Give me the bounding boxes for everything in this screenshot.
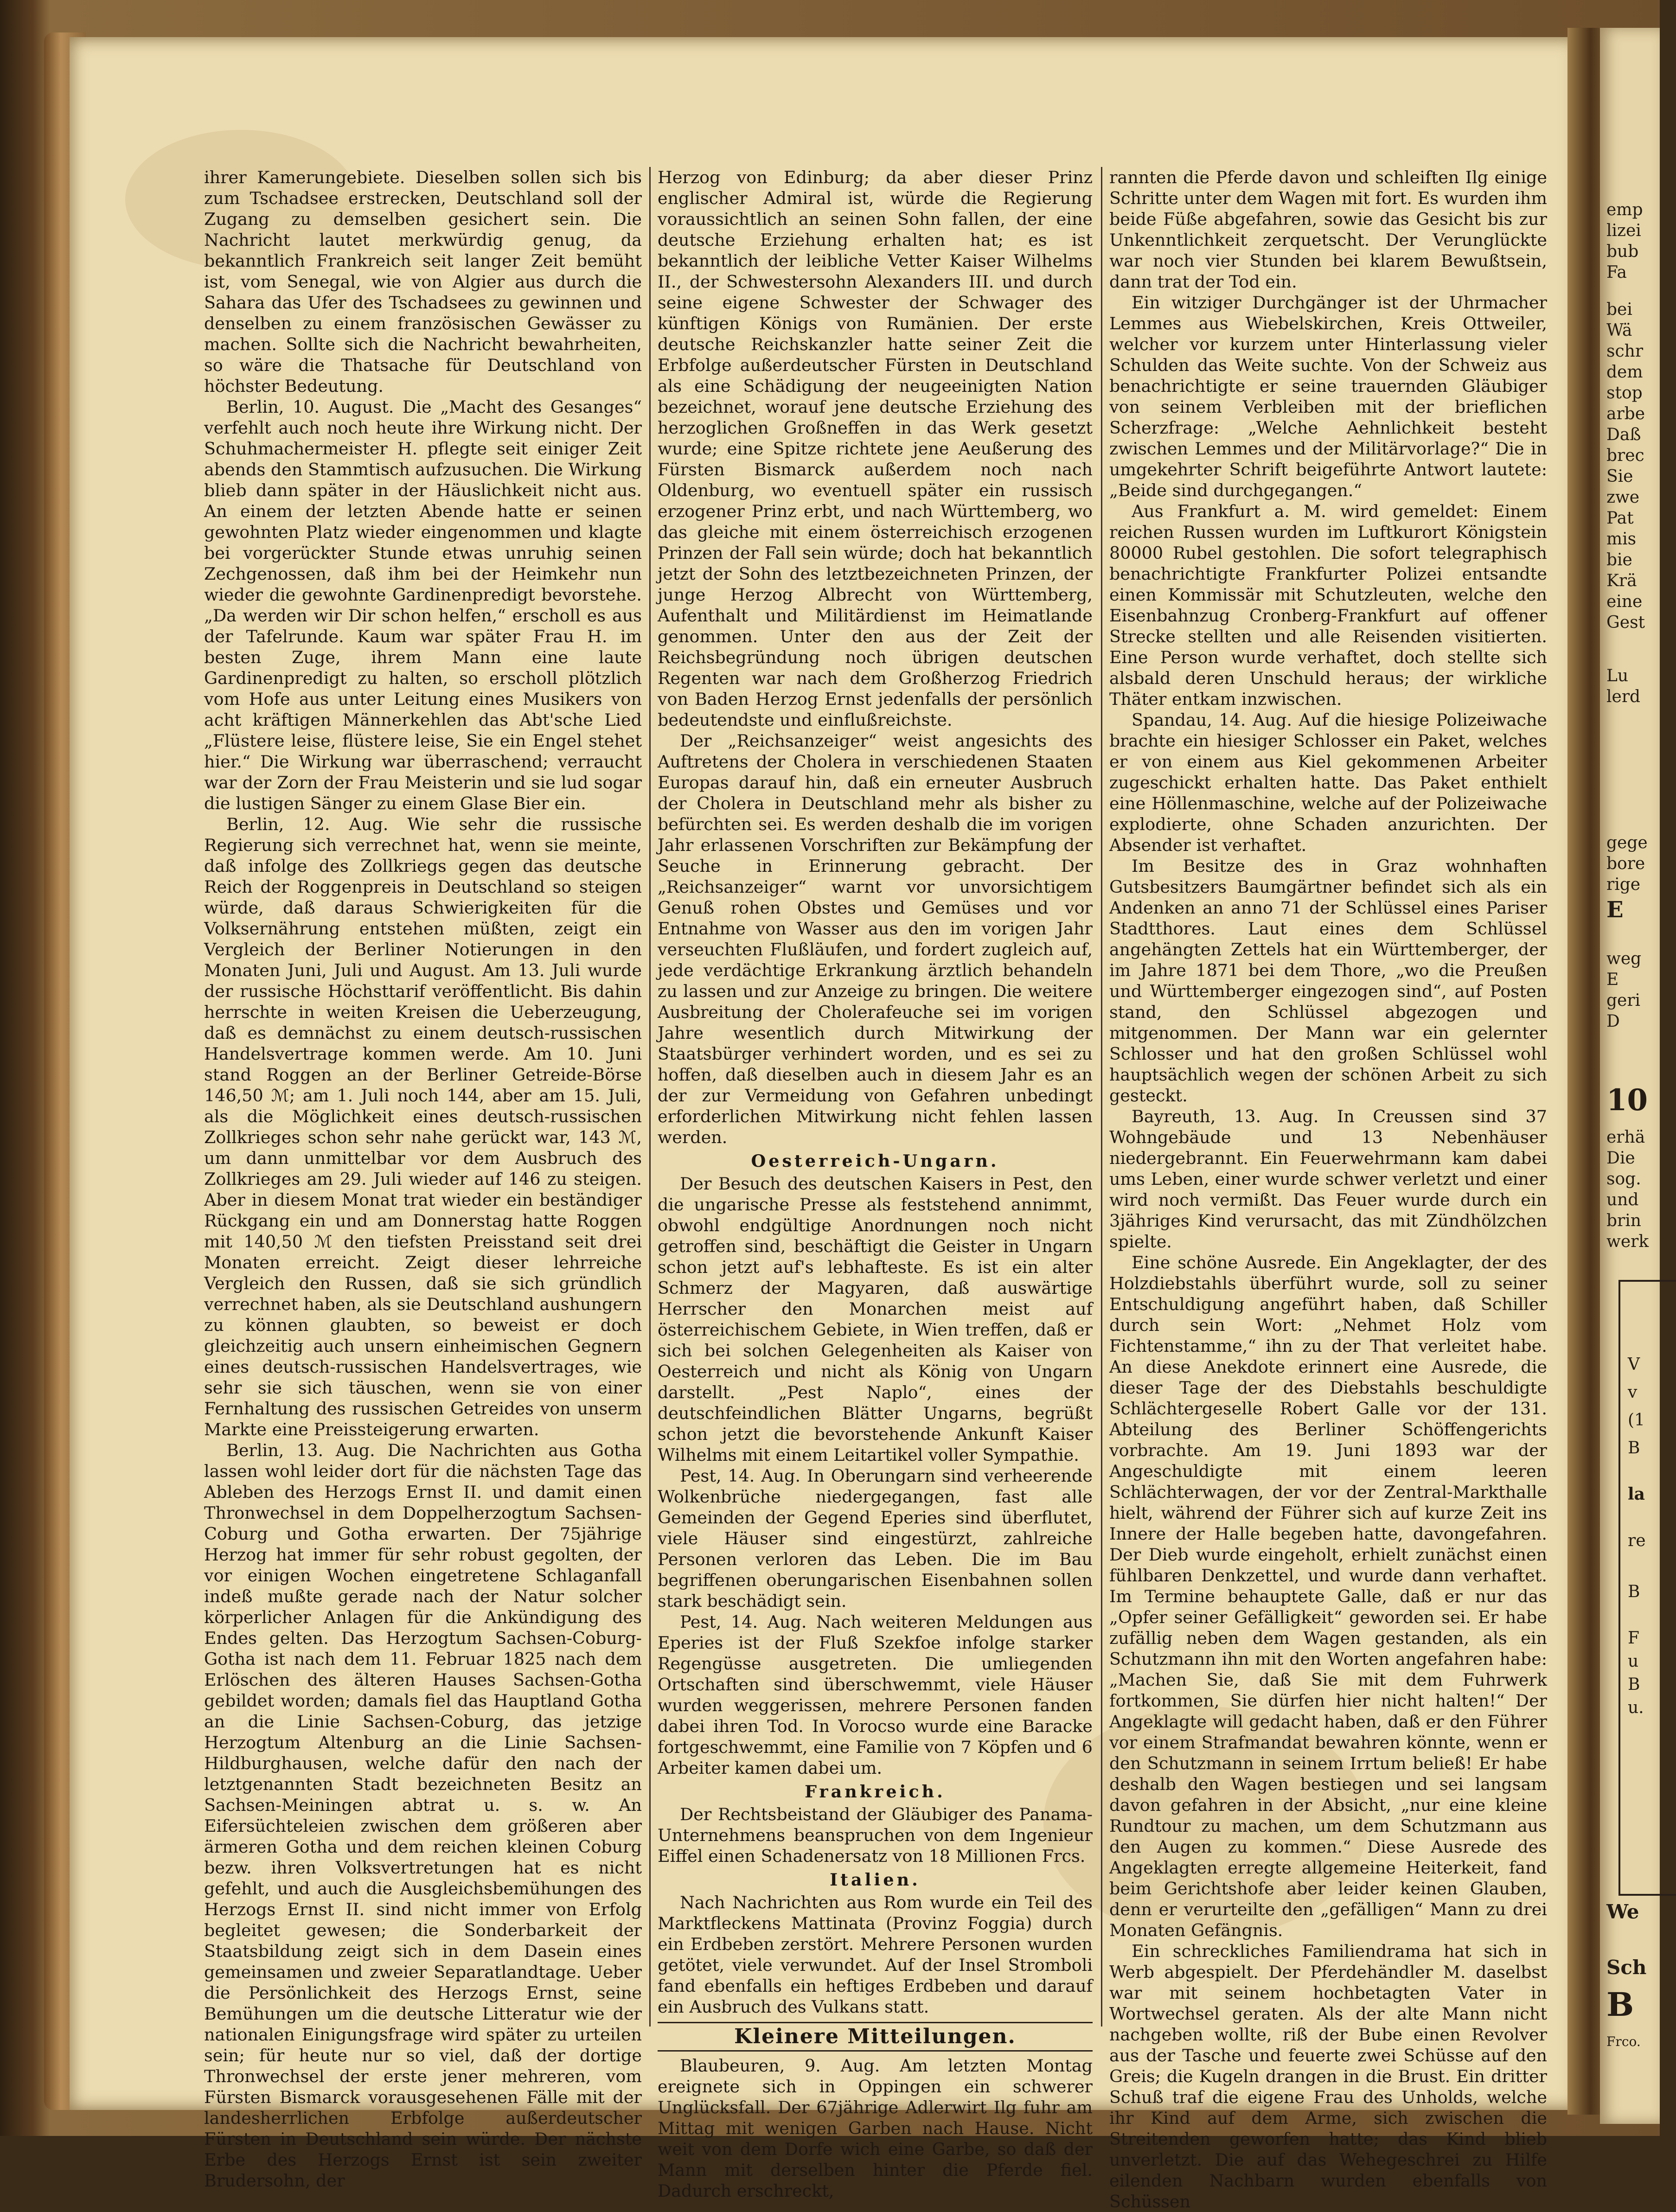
facing-text: re: [1628, 1531, 1646, 1550]
facing-text: V: [1628, 1355, 1640, 1374]
facing-text: Sie: [1606, 467, 1633, 486]
facing-text: brec: [1606, 446, 1644, 465]
facing-text: Sch: [1606, 1956, 1647, 1979]
facing-text: Frco.: [1606, 2034, 1641, 2049]
facing-text: Fa: [1606, 263, 1627, 282]
facing-text: u.: [1628, 1698, 1644, 1717]
facing-text: E: [1606, 897, 1624, 923]
facing-text: bub: [1606, 242, 1639, 261]
article-paragraph: Berlin, 13. Aug. Die Nachrichten aus Gotha lassen wohl leider dort für die nächsten Tage das Ableben des Herzogs Ernst II. und damit einen Thronwechsel in dem Doppelherzogtum Sachsen-Coburg und Gotha erwarten. Der 75jährige Herzog hat immer für sehr robust gegolten, der vor einigen Wochen eingetretene Schlaganfall indeß mußte gerade nach der Natur solcher körperlicher Anlagen für die Ankündigung des Endes gelten. Das Herzogtum Sachsen-Coburg-Gotha ist nach dem 11. Februar 1825 nach dem Erlöschen des älteren Hauses Sachsen-Gotha gebildet worden; damals fiel das Hauptland Gotha an die Linie Sachsen-Coburg, das jetzige Herzogtum Altenburg an die Linie Sachsen-Hildburghausen, welche dafür den nach der letztgenannten Stadt bezeichneten Besitz an Sachsen-Meiningen abtrat u. s. w. An Eifersüchteleien zwischen dem größeren aber ärmeren Gotha und dem reichen kleinen Coburg bezw. ihren Volksvertretungen hat es nicht gefehlt, und auch die Ausgleichsbemühungen des Herzogs Ernst II. sind nicht immer von Erfolg begleitet gewesen; die Sonderbarkeit der Staatsbildung zeigt sich in dem Dasein eines gemeinsamen und zweier Separatlandtage. Ueber die Persönlichkeit des Herzogs Ernst, seine Bemühungen um die deutsche Litteratur wie der nationalen Einigungsfrage wird später zu urteilen sein; für heute nur so viel, daß der dortige Thronwechsel der erste jener mehreren, vom Fürsten Bismarck vorausgesehenen Fälle mit der landesherrlichen Erbfolge außerdeutscher Fürsten in Deutschland sein würde. Der nächste Erbe des Herzogs Ernst ist sein zweiter Brudersohn, der: [204, 1440, 642, 2191]
facing-text: Pat: [1606, 509, 1634, 528]
facing-text: stop: [1606, 384, 1643, 403]
facing-text: dem: [1606, 363, 1643, 382]
facing-text: eine: [1606, 592, 1643, 611]
facing-ad-box: [1618, 1280, 1676, 1896]
column-2: [658, 167, 1093, 2201]
facing-text: lizei: [1606, 221, 1641, 240]
column-1: [204, 167, 642, 2191]
facing-text: F: [1628, 1629, 1639, 1648]
facing-text: geri: [1606, 991, 1641, 1010]
facing-text: Wä: [1606, 321, 1632, 340]
facing-text: erhä: [1606, 1128, 1645, 1147]
facing-text: la: [1628, 1484, 1645, 1504]
facing-text: gege: [1606, 833, 1648, 852]
article-paragraph: Pest, 14. Aug. In Oberungarn sind verheerende Wolkenbrüche niedergegangen, fast alle Gemeinden der Gegend Eperies sind überflutet, viele Häuser sind eingestürzt, zahlreiche Personen verloren das Leben. Die im Bau begriffenen oberungarischen Eisenbahnen sollen stark beschädigt sein.: [658, 1466, 1093, 1611]
section-heading-italy: Italien.: [830, 1870, 921, 1890]
facing-text: bore: [1606, 854, 1645, 873]
facing-text: zwe: [1606, 488, 1640, 507]
box-heading: Kleinere Mitteilungen.: [658, 2022, 1093, 2052]
facing-text: sog.: [1606, 1170, 1641, 1189]
section-heading-austria: Oesterreich-Ungarn.: [751, 1151, 999, 1171]
article-paragraph: Der Besuch des deutschen Kaisers in Pest, den die ungarische Presse als feststehend annimmt, obwohl endgültige Anordnungen noch nicht getroffen sind, beschäftigt die Geister in Ungarn schon jetzt auf's lebhafteste. Es ist ein alter Schmerz der Magyaren, daß auswärtige Herrscher den Monarchen meist auf österreichischem Gebiete, in Wien treffen, daß er sich bei solchen Gelegenheiten als Kaiser von Oesterreich und nicht als König von Ungarn darstellt. „Pest Naplo“, eines der deutschfeindlichen Blätter Ungarns, begrüßt schon jetzt die bevorstehende Ankunft Kaiser Wilhelms mit einem Leitartikel voller Sympathie.: [658, 1174, 1093, 1465]
facing-text: weg: [1606, 949, 1642, 968]
facing-text: arbe: [1606, 404, 1645, 423]
facing-text: D: [1606, 1012, 1620, 1031]
article-paragraph: Blaubeuren, 9. Aug. Am letzten Montag ereignete sich in Oppingen ein schwerer Unglücksfall. Der 67jährige Adlerwirt Ilg fuhr am Mittag mit wenigen Garben nach Hause. Nicht weit von dem Dorfe wich eine Garbe, so daß der Mann mit derselben hinter die Pferde fiel. Dadurch erschreckt,: [658, 2056, 1093, 2201]
article-paragraph: Ein schreckliches Familiendrama hat sich in Werb abgespielt. Der Pferdehändler M. daselbst war mit seinem hochbetagten Vater in Wortwechsel geraten. Als der alte Mann nicht nachgeben wollte, riß der Bube einen Revolver aus der Tasche und feuerte zwei Schüsse auf den Greis; die Kugeln drangen in die Brust. Ein dritter Schuß traf die eigene Frau des Unholds, welche ihr Kind auf dem Arme, sich zwischen die Streitenden geworfen hatte; das Kind blieb unverletzt. Die auf das Wehegeschrei zu Hilfe eilenden Nachbarn wurden ebenfalls von Schüssen: [1109, 1941, 1547, 2212]
article-paragraph: Spandau, 14. Aug. Auf die hiesige Polizeiwache brachte ein hiesiger Schlosser ein Paket, welches er von einem aus Kiel gekommenen Arbeiter zugeschickt erhalten hatte. Das Paket enthielt eine Höllenmaschine, welche auf der Polizeiwache explodierte, ohne Schaden anzurichten. Der Absender ist verhaftet.: [1109, 710, 1547, 855]
facing-text: und: [1606, 1190, 1639, 1209]
column-rule: [1101, 167, 1102, 2027]
facing-text: emp: [1606, 200, 1643, 219]
article-paragraph: Berlin, 12. Aug. Wie sehr die russische Regierung sich verrechnet hat, wenn sie meinte, daß infolge des Zollkriegs gegen das deutsche Reich der Roggenpreis in Deutschland so steigen würde, daß daraus Schwierigkeiten für die Volksernährung entstehen müßten, zeigt ein Vergleich der Berliner Notierungen in den Monaten Juni, Juli und August. Am 13. Juli wurde der russische Höchsttarif veröffentlicht. Bis dahin herrschte in weiten Kreisen die Ueberzeugung, daß es demnächst zu einem deutsch-russischen Handelsvertrage kommen werde. Am 10. Juni stand Roggen an der Berliner Getreide-Börse 146,50 ℳ; am 1. Juli noch 144, aber am 15. Juli, als die Möglichkeit eines deutsch-russischen Zollkrieges schon sehr nahe gerückt war, 143 ℳ, um dann unmittelbar vor dem Ausbruch des Zollkrieges am 29. Juli wieder auf 146 zu steigen. Aber in diesem Monat trat wieder ein beständiger Rückgang ein und am Donnerstag hatte Roggen mit 140,50 ℳ den tiefsten Preisstand seit drei Monaten erreicht. Zeigt dieser lehrreiche Vergleich den Russen, daß sie sich gründlich verrechnet haben, als sie Deutschland aushungern zu können glaubten, so beweist er doch gleichzeitig auch unsern einheimischen Gegnern eines deutsch-russischen Handelsvertrages, wie sehr sie sich täuschen, wenn sie von einer Fernhaltung des russischen Getreides von unserm Markte eine Preissteigerung erwarten.: [204, 814, 642, 1439]
facing-text: bei: [1606, 300, 1632, 319]
facing-text: We: [1606, 1900, 1639, 1923]
column-3: [1109, 167, 1547, 2212]
facing-text: Daß: [1606, 425, 1641, 444]
facing-text: B: [1628, 1675, 1640, 1694]
column-rule: [649, 167, 651, 2027]
facing-text: Krä: [1606, 571, 1637, 590]
article-paragraph: ihrer Kamerungebiete. Dieselben sollen sich bis zum Tschadsee erstrecken, Deutschland soll der Zugang zu demselben gesichert sein. Die Nachricht lautet merkwürdig genug, da bekanntlich Frankreich seit langer Zeit bemüht ist, vom Senegal, wie von Algier aus durch die Sahara das Ufer des Tschadsees zu gewinnen und denselben zu einem französischen Gewässer zu machen. Sollte sich die Nachricht bewahrheiten, so wäre die Thatsache für Deutschland von höchster Bedeutung.: [204, 167, 642, 396]
facing-text: rige: [1606, 875, 1641, 894]
facing-text: lerd: [1606, 687, 1641, 706]
facing-text: Lu: [1606, 666, 1629, 685]
facing-page: [1600, 28, 1660, 2124]
facing-text: E: [1606, 970, 1619, 989]
facing-text: Gest: [1606, 613, 1645, 632]
facing-text: u: [1628, 1652, 1639, 1671]
article-paragraph: Der Rechtsbeistand der Gläubiger des Panama-Unternehmens beanspruchen von dem Ingenieur Eiffel einen Schadenersatz von 18 Millionen Frcs.: [658, 1804, 1093, 1866]
article-paragraph: Nach Nachrichten aus Rom wurde ein Teil des Marktfleckens Mattinata (Provinz Foggia) durch ein Erdbeben zerstört. Mehrere Personen wurden getötet, viele verwundet. Auf der Insel Stromboli fand ebenfalls ein heftiges Erdbeben und darauf ein Ausbruch des Vulkans statt.: [658, 1892, 1093, 2017]
facing-text: B: [1606, 1985, 1634, 2024]
facing-text: B: [1628, 1582, 1640, 1601]
facing-text: brin: [1606, 1211, 1641, 1230]
facing-text: schr: [1606, 342, 1644, 361]
article-paragraph: Im Besitze des in Graz wohnhaften Gutsbesitzers Baumgärtner befindet sich als ein Andenken an anno 71 der Schlüssel eines Pariser Stadtthores. Laut eines dem Schlüssel angehängten Zettels hat ein Württemberger, der im Jahre 1871 bei dem Thore, „wo die Preußen und Württemberger eingezogen sind“, auf Posten stand, den Schlüssel abgezogen und mitgenommen. Der Mann war ein gelernter Schlosser und hat den großen Schlüssel wohl hauptsächlich wegen der schönen Arbeit zu sich gesteckt.: [1109, 856, 1547, 1106]
article-paragraph: Der „Reichsanzeiger“ weist angesichts des Auftretens der Cholera in verschiedenen Staaten Europas darauf hin, daß ein erneuter Ausbruch der Cholera in Deutschland mehr als bisher zu befürchten sei. Es werden deshalb die im vorigen Jahr erlassenen Vorschriften zur Bekämpfung der Seuche in Erinnerung gebracht. Der „Reichsanzeiger“ warnt vor unvorsichtigem Genuß rohen Obstes und Gemüses und vor Entnahme von Wasser aus den im vorigen Jahr verseuchten Flußläufen, und fordert zugleich auf, jede verdächtige Erkrankung ärztlich behandeln zu lassen und zur Anzeige zu bringen. Die weitere Ausbreitung der Cholerafeuche sei im vorigen Jahre wesentlich durch Mitwirkung der Staatsbürger verhindert worden, und es sei zu hoffen, daß dieselben auch in diesem Jahr es an der zur Vermeidung von Gefahren unbedingt erforderlichen Mitwirkung nicht fehlen lassen werden.: [658, 731, 1093, 1147]
article-paragraph: rannten die Pferde davon und schleiften Ilg einige Schritte unter dem Wagen mit fort. Es wurden ihm beide Füße abgefahren, sowie das Gesicht bis zur Unkenntlichkeit zerquetscht. Der Verunglückte war noch vier Stunden bei klarem Bewußtsein, dann trat der Tod ein.: [1109, 167, 1547, 292]
article-paragraph: Aus Frankfurt a. M. wird gemeldet: Einem reichen Russen wurden im Luftkurort Königstein 80000 Rubel gestohlen. Die sofort telegraphisch benachrichtigte Frankfurter Polizei entsandte einen Kommissär mit Schutzleuten, welche den Eisenbahnzug Cronberg-Frankfurt auf offener Strecke stellten und alle Reisenden visitierten. Eine Person wurde verhaftet, doch stellte sich alsbald deren Unschuld heraus; der wirkliche Thäter entkam inzwischen.: [1109, 501, 1547, 709]
article-paragraph: Bayreuth, 13. Aug. In Creussen sind 37 Wohngebäude und 13 Nebenhäuser niedergebrannt. Ein Feuerwehrmann kam dabei ums Leben, einer wurde schwer verletzt und einer wird noch vermißt. Das Feuer wurde durch ein 3jähriges Kind verursacht, das mit Zündhölzchen spielte.: [1109, 1106, 1547, 1252]
article-paragraph: Pest, 14. Aug. Nach weiteren Meldungen aus Eperies ist der Fluß Szekfoe infolge starker Regengüsse ausgetreten. Die umliegenden Ortschaften sind überschwemmt, viele Häuser wurden weggerissen, mehrere Personen fanden dabei ihren Tod. In Vorocso wurde eine Baracke fortgeschwemmt, eine Familie von 7 Köpfen und 6 Arbeiter kamen dabei um.: [658, 1612, 1093, 1778]
facing-text: B: [1628, 1438, 1640, 1458]
facing-text: (1: [1628, 1411, 1645, 1430]
facing-heading: 10: [1606, 1083, 1648, 1118]
facing-text: bie: [1606, 550, 1632, 569]
article-paragraph: Berlin, 10. August. Die „Macht des Gesanges“ verfehlt auch noch heute ihre Wirkung nicht. Der Schuhmachermeister H. pflegte seit einiger Zeit abends den Stammtisch aufzusuchen. Die Wirkung blieb dann später in der Häuslichkeit nicht aus. An einem der letzten Abende hatte er seinen gewohnten Platz wieder eingenommen und klagte bei vorgerückter Stunde etwas unruhig seinen Zechgenossen, daß ihm bei der Heimkehr nun wieder die gewohnte Gardinenpredigt bevorstehe. „Da werden wir Dir schon helfen,“ erscholl es aus der Tafelrunde. Kaum war später Frau H. im besten Zuge, ihrem Mann eine laute Gardinenpredigt zu halten, so erscholl plötzlich vom Hofe aus unter Leitung eines Musikers von acht kräftigen Männerkehlen das Abt'sche Lied „Flüstere leise, flüstere leise, Sie ein Engel stehet hier.“ Die Wirkung war überraschend; verraucht war der Zorn der Frau Meisterin und sie lud sogar die lustigen Sänger zu einem Glase Bier ein.: [204, 397, 642, 813]
section-heading-france: Frankreich.: [805, 1782, 946, 1802]
facing-text: Die: [1606, 1149, 1635, 1168]
facing-text: werk: [1606, 1232, 1649, 1251]
article-paragraph: Herzog von Edinburg; da aber dieser Prinz englischer Admiral ist, würde die Regierung voraussichtlich an seinen Sohn fallen, der eine deutsche Erziehung erhalten hat; es ist bekanntlich der leibliche Vetter Kaiser Wilhelms II., der Schwestersohn Alexanders III. und durch seine eigene Schwester der Schwager des künftigen Königs von Rumänien. Der erste deutsche Reichskanzler hatte seiner Zeit die Erbfolge außerdeutscher Fürsten in Deutschland als eine Schädigung der neugeeinigten Nation bezeichnet, worauf jene deutsche Erziehung des herzoglichen Großneffen in das Werk gesetzt wurde; eine Spitze richtete jene Aeußerung des Fürsten Bismarck außerdem noch nach Oldenburg, wo eventuell später ein russisch erzogener Prinz erbt, und nach Württemberg, wo das gleiche mit einem österreichisch erzogenen Prinzen der Fall sein würde; doch hat bekanntlich jetzt der Sohn des letztbezeichneten Prinzen, der junge Herzog Albrecht von Württemberg, Aufenthalt und Militärdienst im Heimatlande genommen. Unter den aus der Zeit der Reichsbegründung noch übrigen deutschen Regenten war nach dem Großherzog Friedrich von Baden Herzog Ernst jedenfalls der persönlich bedeutendste und einflußreichste.: [658, 167, 1093, 730]
facing-text: mis: [1606, 530, 1637, 549]
facing-text: v: [1628, 1383, 1638, 1402]
article-paragraph: Eine schöne Ausrede. Ein Angeklagter, der des Holzdiebstahls überführt wurde, soll zu seiner Entschuldigung angeführt haben, daß Schiller durch sein Wort: „Nehmet Holz vom Fichtenstamme,“ ihn zu der That verleitet habe. An diese Anekdote erinnert eine Ausrede, die dieser Tage der des Diebstahls beschuldigte Schlächtergeselle Robert Galle vor der 131. Abteilung des Berliner Schöffengerichts vorbrachte. Am 19. Juni 1893 war der Angeschuldigte mit einem leeren Schlächterwagen, der vor der Zentral-Markthalle hielt, während der Führer sich auf kurze Zeit ins Innere der Halle begeben hatte, davongefahren. Der Dieb wurde eingeholt, erhielt zunächst einen fühlbaren Denkzettel, und wurde dann verhaftet. Im Termine behauptete Galle, daß er nur das „Opfer seiner Gefälligkeit“ geworden sei. Er habe zufällig neben dem Wagen gestanden, als ein Schutzmann ihn mit den Worten angefahren habe: „Machen Sie, daß Sie mit dem Fuhrwerk fortkommen, Sie dürfen hier nicht halten!“ Der Angeklagte will gedacht haben, daß er den Führer vor einem Strafmandat bewahren könnte, wenn er den Schutzmann in seinem Irrtum beließ! Er habe deshalb den Wagen bestiegen und sei langsam davon gefahren in der Absicht, „nur eine kleine Rundtour zu machen, um dem Schutzmann aus den Augen zu kommen.“ Diese Ausrede des Angeklagten erregte allgemeine Heiterkeit, fand beim Gerichtshofe aber leider keinen Glauben, denn er verurteilte den „gefälligen“ Mann zu drei Monaten Gefängnis.: [1109, 1253, 1547, 1940]
article-paragraph: Ein witziger Durchgänger ist der Uhrmacher Lemmes aus Wiebelskirchen, Kreis Ottweiler, welcher vor kurzem unter Hinterlassung vieler Schulden das Weite suchte. Von der Schweiz aus benachrichtigte er seine trauernden Gläubiger von seinem Verbleiben mit der brieflichen Scherzfrage: „Welche Aehnlichkeit besteht zwischen Lemmes und der Militärvorlage?“ Die in umgekehrter Schrift beigeführte Antwort lautete: „Beide sind durchgegangen.“: [1109, 293, 1547, 500]
